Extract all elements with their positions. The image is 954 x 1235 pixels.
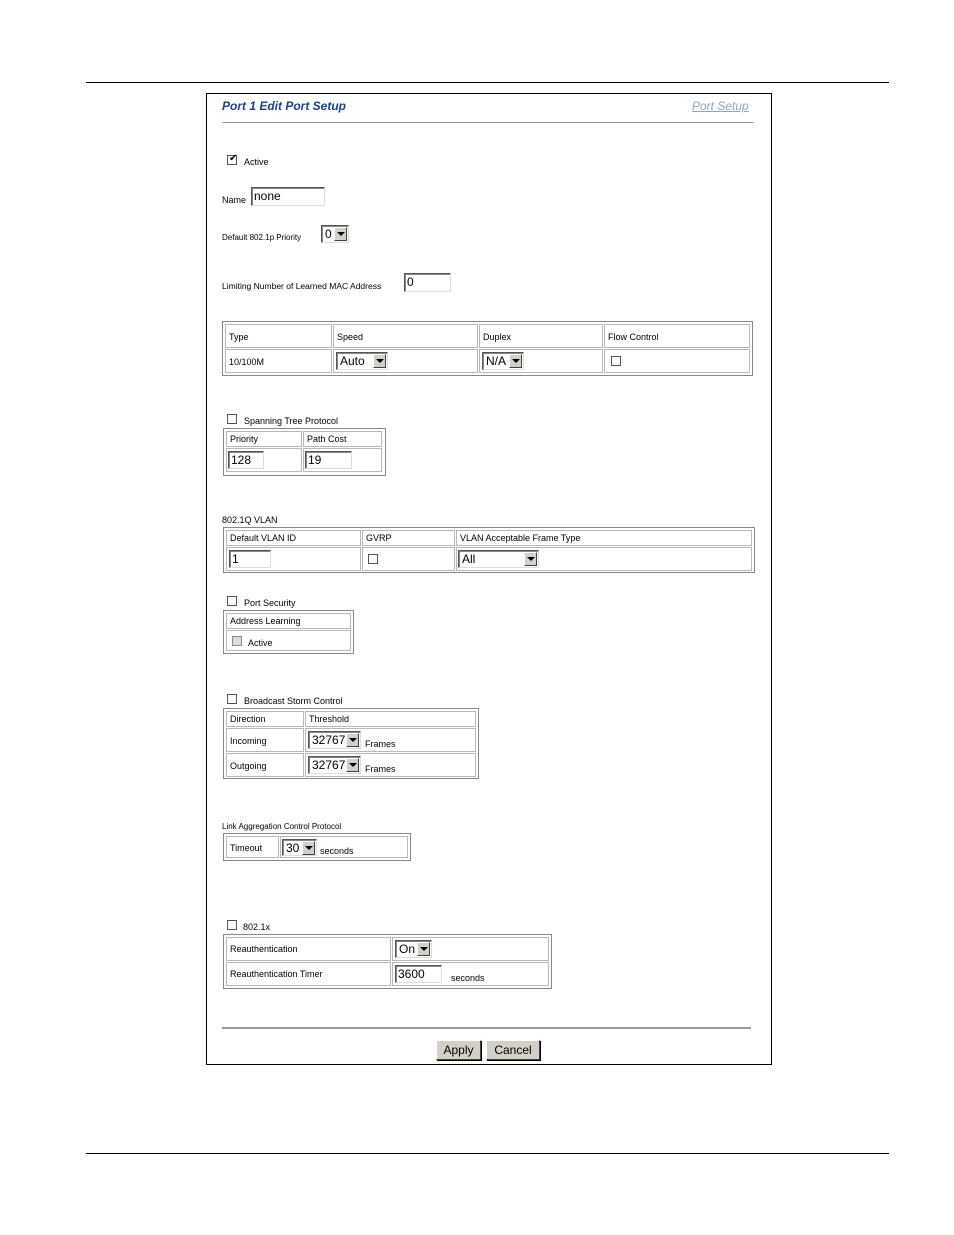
footer-divider xyxy=(222,1027,751,1029)
port-setup-link[interactable]: Port Setup xyxy=(692,99,749,113)
cancel-button[interactable]: Cancel xyxy=(486,1040,540,1060)
dot1x-checkbox[interactable] xyxy=(227,920,237,930)
incoming-unit: Frames xyxy=(365,739,396,749)
port-security-checkbox[interactable] xyxy=(227,596,237,606)
address-learning-active-label: Active xyxy=(248,638,273,648)
stp-path-cost-input[interactable]: 19 xyxy=(305,451,352,469)
chevron-down-icon[interactable] xyxy=(346,758,359,772)
name-input[interactable]: none xyxy=(251,187,325,206)
stp-label: Spanning Tree Protocol xyxy=(244,416,339,426)
priority-value: 0 xyxy=(325,227,332,241)
chevron-down-icon[interactable] xyxy=(346,733,359,747)
dot1x-label: 802.1x xyxy=(243,922,271,932)
lacp-table xyxy=(223,833,411,861)
lacp-timeout-label: Timeout xyxy=(226,836,279,858)
storm-label: Broadcast Storm Control xyxy=(244,696,343,706)
vlan-id-input[interactable]: 1 xyxy=(229,550,271,568)
reauth-value: On xyxy=(399,942,416,956)
name-label: Name xyxy=(222,195,247,205)
header-divider xyxy=(222,122,754,123)
mac-limit-input[interactable]: 0 xyxy=(404,273,451,292)
frame-type-value: All xyxy=(462,552,476,566)
storm-checkbox[interactable] xyxy=(227,694,237,704)
flow-control-checkbox[interactable] xyxy=(611,356,621,366)
active-checkbox[interactable] xyxy=(227,155,237,165)
vlan-table xyxy=(223,527,755,573)
chevron-down-icon[interactable] xyxy=(334,227,347,241)
port-security-table xyxy=(223,610,354,654)
address-learning-cell xyxy=(226,630,351,651)
threshold-header: Threshold xyxy=(305,711,476,727)
stp-checkbox[interactable] xyxy=(227,414,237,424)
lacp-unit: seconds xyxy=(320,846,354,856)
reauth-label: Reauthentication xyxy=(226,937,391,961)
chevron-down-icon[interactable] xyxy=(417,942,430,956)
duplex-value: N/A xyxy=(486,354,507,368)
priority-select[interactable] xyxy=(321,225,349,243)
chevron-down-icon[interactable] xyxy=(524,552,537,566)
dot1x-table xyxy=(223,934,552,989)
lacp-timeout-select[interactable] xyxy=(282,839,317,856)
incoming-label: Incoming xyxy=(226,728,304,752)
flow-control-cell xyxy=(604,349,750,373)
priority-label: Default 802.1p Priority xyxy=(222,233,302,242)
lacp-title: Link Aggregation Control Protocol xyxy=(222,822,342,831)
duplex-select[interactable] xyxy=(482,352,524,370)
address-learning-active-checkbox[interactable] xyxy=(232,636,242,646)
page-top-rule xyxy=(86,82,889,83)
frame-type-select[interactable] xyxy=(458,550,539,568)
lacp-timeout-value: 30 xyxy=(286,841,300,855)
stp-table xyxy=(223,428,386,476)
reauth-timer-input[interactable]: 3600 xyxy=(395,965,442,983)
apply-button[interactable]: Apply xyxy=(436,1040,481,1060)
incoming-value: 32767 xyxy=(312,733,346,747)
port-security-label: Port Security xyxy=(244,598,296,608)
mac-limit-label: Limiting Number of Learned MAC Address xyxy=(222,281,382,291)
duplex-header: Duplex xyxy=(479,324,603,348)
gvrp-checkbox[interactable] xyxy=(368,554,378,564)
reauth-select[interactable] xyxy=(395,940,432,958)
active-label: Active xyxy=(244,157,269,167)
outgoing-unit: Frames xyxy=(365,764,396,774)
speed-header: Speed xyxy=(333,324,478,348)
type-header: Type xyxy=(225,324,332,348)
check-mark-icon: ✔ xyxy=(229,153,238,164)
type-value: 10/100M xyxy=(225,349,332,373)
direction-header: Direction xyxy=(226,711,304,727)
address-learning-header: Address Learning xyxy=(226,613,351,629)
storm-table xyxy=(223,708,479,779)
outgoing-select[interactable] xyxy=(308,756,361,774)
outgoing-value: 32767 xyxy=(312,758,346,772)
gvrp-header: GVRP xyxy=(362,530,455,546)
frame-type-header: VLAN Acceptable Frame Type xyxy=(456,530,752,546)
port-table xyxy=(222,321,753,376)
reauth-timer-unit: seconds xyxy=(451,973,485,983)
vlan-title: 802.1Q VLAN xyxy=(222,515,278,525)
vlan-id-header: Default VLAN ID xyxy=(226,530,361,546)
chevron-down-icon[interactable] xyxy=(373,354,386,368)
incoming-select[interactable] xyxy=(308,731,361,749)
outgoing-label: Outgoing xyxy=(226,753,304,777)
chevron-down-icon[interactable] xyxy=(509,354,522,368)
stp-path-cost-header: Path Cost xyxy=(303,431,382,447)
flow-control-header: Flow Control xyxy=(604,324,750,348)
screen-frame xyxy=(206,93,772,1065)
reauth-timer-label: Reauthentication Timer xyxy=(226,962,391,986)
chevron-down-icon[interactable] xyxy=(302,841,315,855)
stp-priority-input[interactable]: 128 xyxy=(228,451,264,469)
speed-select[interactable] xyxy=(336,352,388,370)
speed-value: Auto xyxy=(340,354,365,368)
page-bottom-rule xyxy=(86,1153,889,1154)
page-title: Port 1 Edit Port Setup xyxy=(222,99,347,113)
stp-priority-header: Priority xyxy=(226,431,302,447)
